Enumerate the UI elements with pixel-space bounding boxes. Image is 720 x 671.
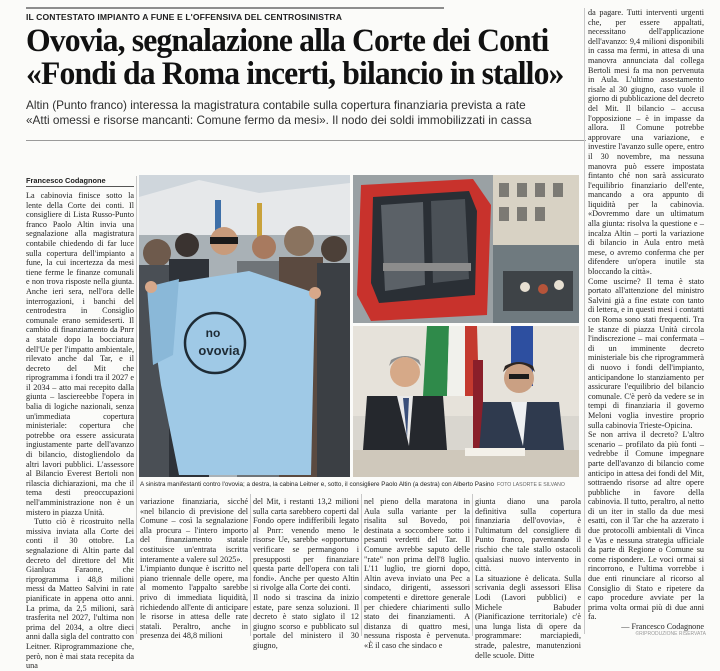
- article-column-mid-3: [364, 497, 470, 650]
- paragraph: Tutto ciò è ricostruito nella missiva inviata alla Corte dei conti il 30 ottobre. La segnalazione di Altin parte dal decreto del direttore del Mit Gianluca Faraone, che riprogramma i 48,8 milioni messi da Matteo Salvini in rate pianificate in appena otto anni. La prima, da 2,5 milioni, sarà trasferita nel 2027, l'ultima non prima del 2034, a oltre dieci anni dalla sigla del contratto con Leitner. Riprogrammazione che, però, non è mai stata recepita da una: [26, 517, 134, 671]
- paragraph: nel pieno della maratona in Aula sulla variante per la risalita sul Bovedo, poi destinata a soccombere sotto i pesanti verdetti del Tar. Il Comune avrebbe saputo delle "rate" non prima dell'8 luglio. L'11 luglio, tre giorni dopo, Altin aveva inviato una Pec a sindaco, dirigenti, assessori competenti e direttore generale per chiedere chiarimenti sullo stato dei finanziamenti. A distanza di quattro mesi, nessuna risposta è pervenuta. «È il caso che sindaco e: [364, 497, 470, 650]
- headline-line-1: Ovovia, segnalazione alla Corte dei Conti: [26, 23, 549, 59]
- paragraph: da pagare. Tutti interventi urgenti che, per essere appaltati, necessitano dell'applicazione dell'avanzo: 9,4 milioni disponibili in cassa ma fermi, in attesa di una manovra annunciata dal collega Bertoli mesi fa ma non pervenuta in Aula. L'ultimo assestamento risale al 30 giugno, caso vuole il giorno di pubblicazione del decreto del Mit. Il bilancio – accusa l'opposizione – è in impasse da allora. Il Comune potrebbe approvare una variazione, e investire l'avanzo sulle opere, entro il 30 novembre, ma nessuna manovra può essere impostata fintanto ché non sarà assicurato l'equilibrio finanziario dell'ente, mancando a ora appunto di liquidità per la cabinovia. «Dovremmo dare un ultimatum alla giunta: risolva la questione e – incalza Altin – porti la variazione di bilancio in Aula entro metà mese, o avremo conferma che per difendere un'opera inutile sta bloccando la città». Come uscirne? Il tema è stato portato all'attenzione del ministro Salvini già a fine estate con tanto di lettera, e in questi mesi i contatti con Roma sono stati frequenti. Tra le stanze di piazza Unità circola l'indiscrezione – mai confermata – di un imminente decreto ministeriale bis che riprogrammerà di nuovo i fondi dell'impianto, anticipandone lo stanziamento per assicurare l'equilibrio del bilancio comunale. C'è però da vedere se in tempi di finanziaria il governo Meloni voglia investire proprio sulla cabinovia Trieste-Opicina. Se non arriva il decreto? L'altro scenario – profilato da più fonti – vedrebbe il Comune impegnare parte dell'avanzo di bilancio come anticipo in attesa dei fondi del Mit, sottraendo risorse ad altre opere pubbliche in favore della cabinovia. Il tutto, peraltro, al netto di un iter in stallo da due mesi esatti, con il Tar che ha azzerato i due protocolli ambientali di Vinca e Vas e nessuna strategia ufficiale da parte di Regione o Comune su come rispondere. Le voci ormai si rincorrono, e l'ultima vorrebbe i due enti rinunciare al ricorso al Consiglio di Stato e ripetere da capo procedure avviate per la prima volta ormai più di due anni fa.: [588, 8, 704, 622]
- photo-cabin: [353, 175, 579, 323]
- altin-head: [390, 357, 420, 387]
- photo-protesters: [139, 175, 350, 477]
- byline: Francesco Codagnone: [26, 176, 134, 187]
- banner-text-ovovia: ovovia: [198, 343, 240, 358]
- article-sign-off: — Francesco Codagnone: [621, 622, 704, 631]
- deck: [26, 98, 586, 128]
- headline-line-2: «Fondi da Roma incerti, bilancio in stallo»: [26, 56, 564, 92]
- photo-caption: [140, 481, 580, 488]
- column-rule: [584, 8, 585, 634]
- cabin-illustration: [353, 175, 579, 323]
- banner-text-no: no: [205, 326, 221, 340]
- paragraph: del Mit, i restanti 13,2 milioni sulla carta sarebbero coperti dal Fondo opere indifferibili legato al Pnrr: venendo meno le risorse Ue, sarebbe «opportuno verificare se permangono i presupposti per finanziare questa parte dell'opera con tali fondi». Anche per questo Altin si rivolge alla Corte dei conti. Il nodo si trascina da inizio estate, pare senza soluzioni. Il decreto è stato siglato il 12 giugno scorso e pubblicato sul portale del ministero il 30 giugno,: [253, 497, 359, 650]
- politicians-illustration: [353, 326, 579, 477]
- paragraph: La cabinovia finisce sotto la lente della Corte dei conti. Il consigliere di Lista Russo-Punto franco Paolo Altin invia una segnalazione alla magistratura contabile chiedendo di far luce sulla copertura dell'impianto a fune, la cui incertezza da mesi tiene ferme le finanze comunali e non trova risposte nella giunta. Anche ieri sera, nell'ora delle interrogazioni, i banchi del centrodestra in Consiglio comunale erano semideserti. Il cambio di finanziamento da Pnrr a statale dopo la bocciatura dell'Ue per l'impatto ambientale, rilevato anche dal Tar, e il decreto del Mit che riprogramma i fondi tra il 2027 e il 2034 – atto mai recepito dalla giunta – lasciereebbe l'opera in balia di logiche nazionali, senza un'immediata copertura ministeriale: copertura che potrebbe ora essere assicurata ingiustamente parte dell'avanzo di bilancio, distogliendolo da altri lavori pubblici. L'assessore al Bilancio Everest Bertoli non rilascia dichiarazioni, ma che il tema desti preoccupazioni nell'amministrazione non è un mistero in piazza Unità.: [26, 191, 134, 517]
- article-column-left: [26, 191, 134, 671]
- photo-altin-pasino: [353, 326, 579, 477]
- paragraph: giunta diano una parola definitiva sulla copertura finanziaria dell'ovovia», è l'ultimatum del consigliere di Punto franco, paventando il rischio che tale stallo ostacoli qualsiasi nuovo intervento in città. La situazione è delicata. Sulla scrivania degli assessori Elisa Lodi (Lavori pubblici) e Michele Babuder (Pianificazione territoriale) c'è una lunga lista di opere da programmare: marciapiedi, strade, palestre, manutenzioni delle scuole. Ditte: [475, 497, 581, 660]
- column-rule: [361, 494, 362, 636]
- deck-rule: [26, 140, 586, 141]
- article-column-mid-1: [140, 497, 248, 641]
- deck-line-2: «Atti omessi e risorse mancanti: Comune fermo da mesi». Il nodo dei soldi immobilizzati in cassa: [26, 113, 532, 127]
- article-column-right: [588, 8, 704, 631]
- copyright-notice: ©RIPRODUZIONE RISERVATA: [635, 631, 706, 637]
- column-rule: [250, 494, 251, 636]
- kicker: IL CONTESTATO IMPIANTO A FUNE E L'OFFENSIVA DEL CENTROSINISTRA: [26, 12, 343, 22]
- kicker-rule: [26, 7, 444, 9]
- headline: [26, 23, 564, 92]
- column-rule: [472, 494, 473, 636]
- paragraph: variazione finanziaria, sicché «nel bilancio di previsione del Comune – così la segnalazione alla procura – l'intero importo del finanziamento statale costituisce un'entrata iscritta interamente a valere sul 2025». L'impianto dunque è iscritto nel piano triennale delle opere, ma al momento l'appalto sarebbe privo di immediata liquidità, richiedendo all'ente di anticipare le risorse in attesa delle rate statali. Peraltro, anche in presenza dei 48,8 milioni: [140, 497, 248, 641]
- column-rule: [136, 176, 137, 634]
- article-column-mid-4: [475, 497, 581, 660]
- deck-line-1: Altin (Punto franco) interessa la magistratura contabile sulla copertura finanziaria prevista a rate: [26, 98, 526, 112]
- protesters-illustration: [139, 175, 350, 477]
- flag-green: [423, 326, 449, 396]
- caption-text: A sinistra manifestanti contro l'ovovia; a destra, la cabina Leitner e, sotto, il consigliere Paolo Altin (a destra) con Alberto Pasino: [140, 481, 495, 488]
- photo-credit: FOTO LASORTE E SILVANO: [497, 482, 565, 488]
- article-column-mid-2: [253, 497, 359, 650]
